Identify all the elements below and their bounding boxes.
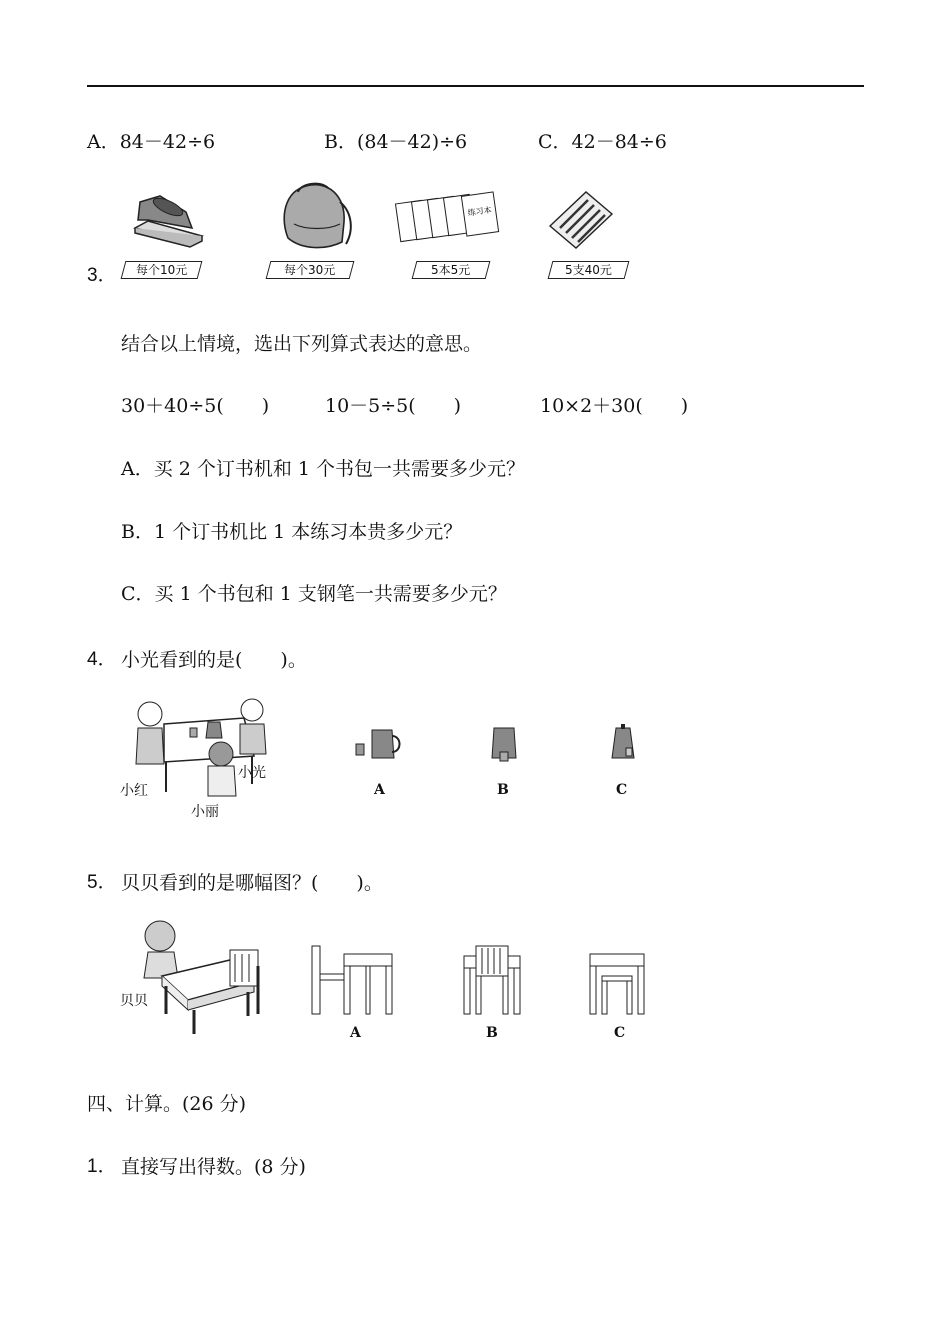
- label-beibei: 贝贝: [120, 993, 148, 1009]
- price-tag-stapler: 每个10元: [121, 261, 203, 279]
- q5-option-a-image: [310, 946, 394, 1018]
- notebooks-image: [394, 192, 500, 250]
- q4-option-c-image: [610, 724, 636, 764]
- q2-option-a: A．84－42÷6: [87, 131, 216, 153]
- section4-q1-text: 直接写出得数。(8 分): [121, 1156, 306, 1178]
- q3-option-c: C．买 1 个书包和 1 支钢笔一共需要多少元？: [121, 583, 507, 605]
- q5-number: 5．: [87, 872, 117, 893]
- backpack-image: [276, 178, 354, 254]
- q5-text: 贝贝看到的是哪幅图？( )。: [121, 872, 383, 894]
- q4-label-c: C: [616, 782, 628, 798]
- q5-option-c-image: [588, 954, 646, 1018]
- price-tag-backpack: 每个30元: [266, 261, 355, 279]
- q4-label-a: A: [374, 782, 385, 798]
- notebook-cover-text: 练习本: [467, 205, 493, 218]
- q3-expr1: 30＋40÷5( ): [121, 395, 270, 417]
- q3-expr3: 10×2＋30( ): [540, 395, 689, 417]
- q5-option-b-image: [462, 946, 522, 1018]
- q2-option-c: C．42－84÷6: [538, 131, 667, 153]
- section4-q1-number: 1．: [87, 1156, 117, 1177]
- label-xiaoli: 小丽: [191, 804, 219, 820]
- q4-label-b: B: [497, 782, 509, 798]
- q5-label-c: C: [614, 1025, 626, 1041]
- q2-option-b: B．(84－42)÷6: [324, 131, 468, 153]
- q4-option-b-image: [490, 724, 518, 764]
- price-tag-notebooks: 5本5元: [412, 261, 491, 279]
- q3-expr2: 10－5÷5( ): [325, 395, 462, 417]
- q5-label-a: A: [350, 1025, 361, 1041]
- pens-image: [546, 186, 616, 252]
- desk-chair-scene-image: [132, 916, 272, 1038]
- q5-label-b: B: [486, 1025, 498, 1041]
- label-xiaoguang: 小光: [238, 765, 266, 781]
- price-tag-pens: 5支40元: [548, 261, 630, 279]
- q3-option-b: B．1 个订书机比 1 本练习本贵多少元？: [121, 521, 463, 543]
- q3-prompt: 结合以上情境，选出下列算式表达的意思。: [121, 333, 483, 355]
- q3-number: 3．: [87, 265, 117, 286]
- section4-title: 四、计算。(26 分): [87, 1093, 247, 1115]
- q3-option-a: A．买 2 个订书机和 1 个书包一共需要多少元？: [121, 458, 526, 480]
- q4-option-a-image: [354, 724, 404, 762]
- label-xiaohong: 小红: [120, 783, 148, 799]
- top-rule: [87, 85, 864, 87]
- q4-text: 小光看到的是( )。: [121, 649, 307, 671]
- q4-number: 4．: [87, 649, 117, 670]
- stapler-image: [130, 190, 210, 250]
